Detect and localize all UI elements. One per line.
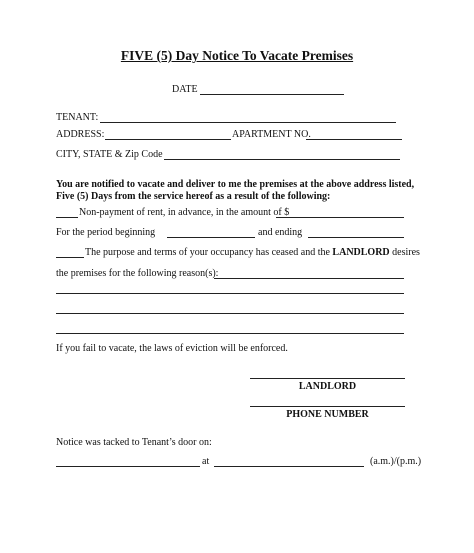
reasons-field[interactable] bbox=[214, 278, 404, 279]
apartment-field[interactable] bbox=[306, 139, 402, 140]
reasons-line-3[interactable] bbox=[56, 313, 404, 314]
nonpayment-checkbox-line[interactable] bbox=[56, 217, 78, 218]
city-state-zip-label: CITY, STATE & Zip Code bbox=[56, 149, 163, 160]
phone-number-label: PHONE NUMBER bbox=[286, 409, 369, 420]
tacked-time-field[interactable] bbox=[214, 466, 364, 467]
terms-landlord: LANDLORD bbox=[332, 247, 390, 258]
notice-text-line2: Five (5) Days from the service hereof as a result of the following: bbox=[56, 191, 331, 202]
reasons-line-4[interactable] bbox=[56, 333, 404, 334]
period-beginning-label: For the period beginning bbox=[56, 227, 156, 238]
document-title: FIVE (5) Day Notice To Vacate Premises bbox=[120, 48, 354, 63]
city-state-zip-field[interactable] bbox=[164, 159, 400, 160]
tacked-label: Notice was tacked to Tenant’s door on: bbox=[56, 437, 212, 448]
terms-text bbox=[85, 247, 420, 259]
date-label: DATE bbox=[172, 84, 198, 95]
tenant-field[interactable] bbox=[100, 122, 396, 123]
ampm-label: (a.m.)/(p.m.) bbox=[370, 456, 422, 467]
period-ending-label: and ending bbox=[258, 227, 303, 238]
reasons-line-2[interactable] bbox=[56, 293, 404, 294]
landlord-signature-line[interactable] bbox=[250, 378, 405, 379]
period-beginning-field[interactable] bbox=[167, 237, 255, 238]
terms-prefix: The purpose and terms of your occupancy has ceased and the bbox=[85, 247, 330, 258]
landlord-label: LANDLORD bbox=[298, 381, 357, 392]
apartment-label: APARTMENT NO. bbox=[232, 129, 311, 140]
terms-checkbox-line[interactable] bbox=[56, 257, 84, 258]
eviction-text: If you fail to vacate, the laws of eviction will be enforced. bbox=[56, 343, 288, 354]
reasons-label: the premises for the following reason(s): bbox=[56, 268, 219, 279]
period-ending-field[interactable] bbox=[308, 237, 404, 238]
at-label: at bbox=[202, 456, 210, 467]
phone-number-line[interactable] bbox=[250, 406, 405, 407]
notice-text-line1: You are notified to vacate and deliver to me the premises at the above address listed, bbox=[56, 179, 415, 190]
tenant-label: TENANT: bbox=[56, 112, 99, 123]
address-label: ADDRESS: bbox=[56, 129, 105, 140]
date-field[interactable] bbox=[200, 94, 344, 95]
tacked-date-field[interactable] bbox=[56, 466, 200, 467]
address-field[interactable] bbox=[105, 139, 231, 140]
nonpayment-label: Non-payment of rent, in advance, in the amount of $ bbox=[79, 207, 290, 218]
terms-suffix: desires bbox=[392, 247, 420, 258]
nonpayment-amount-field[interactable] bbox=[276, 217, 404, 218]
